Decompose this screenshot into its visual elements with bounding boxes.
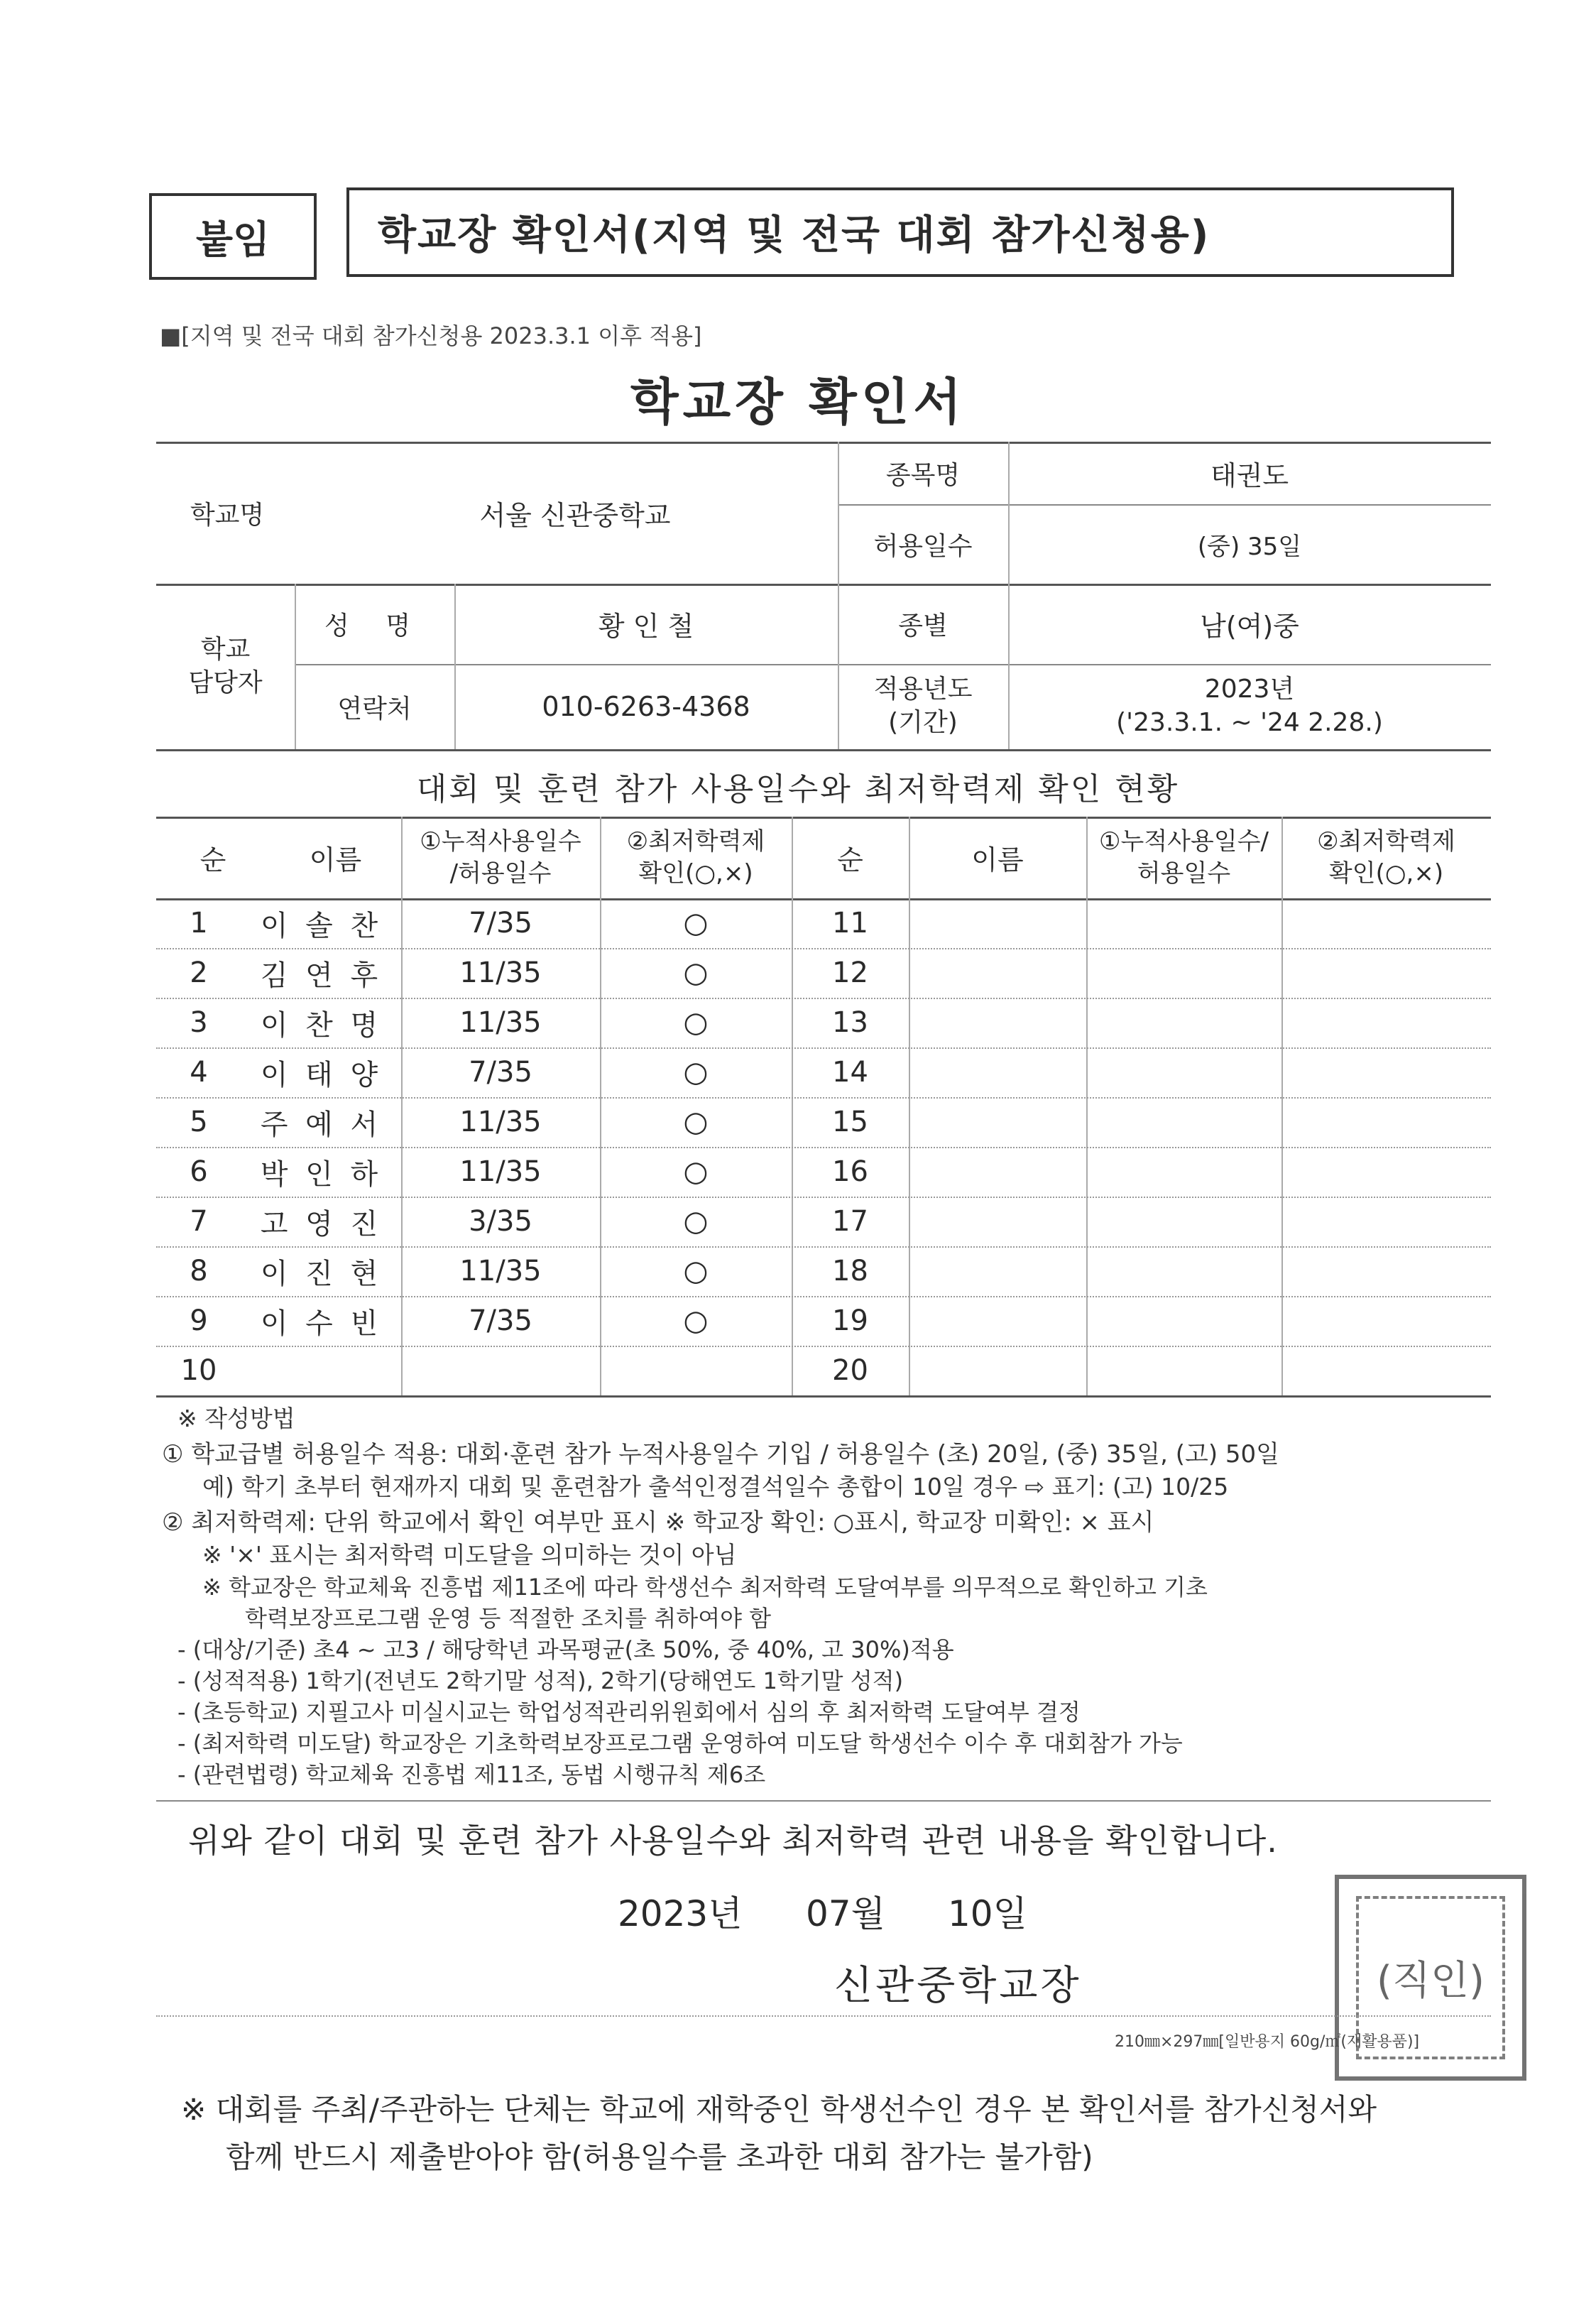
row-3-check: ○: [683, 1006, 709, 1039]
sport-label: 종목명: [885, 460, 961, 490]
row-2-no: 2: [190, 957, 208, 989]
row-4-name: 이 태 양: [260, 1058, 383, 1091]
row-3-no: 3: [190, 1006, 208, 1039]
col-no-header-right: 순: [837, 844, 863, 876]
row-10-check: [600, 1346, 792, 1395]
row-19-no: 19: [832, 1304, 868, 1337]
usage-note: ■[지역 및 전국 대회 참가신청용 2023.3.1 이후 적용]: [160, 322, 702, 349]
row-10-no: 10: [180, 1354, 217, 1387]
row-6-check: ○: [683, 1155, 709, 1188]
staff-name-label: 성 명: [324, 611, 425, 641]
row-20-no: 20: [832, 1354, 868, 1387]
row-5-check: ○: [683, 1106, 709, 1138]
date-year: 2023년: [618, 1893, 743, 1934]
note-detail-4: - (최저학력 미도달) 학교장은 기초학력보장프로그램 운영하여 미도달 학생선수 이수 후 대회참가 가능: [177, 1730, 1183, 1757]
row-2-name: 김 연 후: [260, 959, 383, 992]
row-3-used: 11/35: [459, 1006, 542, 1039]
note-detail-2: - (성적적용) 1학기(전년도 2학기말 성적), 2학기(당해연도 1학기말 성적): [177, 1667, 904, 1694]
note-1-example: 예) 학기 초부터 현재까지 대회 및 훈련참가 출석인정결석일수 총합이 10일 경우 ⇨ 표기: (고) 10/25: [202, 1473, 1229, 1500]
col-acad-header: ②최저학력제 확인(○,×): [626, 827, 765, 888]
row-11-no: 11: [832, 907, 868, 939]
row-12-no: 12: [832, 957, 868, 989]
row-6-used: 11/35: [459, 1155, 542, 1188]
note-2: ② 최저학력제: 단위 학교에서 확인 여부만 표시 ※ 학교장 확인: ○표시, 학교장 미확인: × 표시: [162, 1508, 1154, 1537]
row-2-check: ○: [683, 957, 709, 989]
row-7-no: 7: [190, 1205, 208, 1238]
note-detail-5: - (관련법령) 학교체육 진흥법 제11조, 동법 시행규칙 제6조: [177, 1761, 766, 1788]
row-13-no: 13: [832, 1006, 868, 1039]
seal-text: (직인): [1377, 1958, 1485, 2004]
note-detail-3: - (초등학교) 지필고사 미실시교는 학업성적관리위원회에서 심의 후 최저학력 도달여부 결정: [177, 1699, 1081, 1726]
row-14-no: 14: [832, 1056, 868, 1089]
date-month: 07월: [806, 1893, 885, 1934]
signer: 신관중학교장: [834, 1963, 1082, 2009]
gender-label: 종별: [898, 611, 948, 641]
row-8-no: 8: [190, 1255, 208, 1287]
col-name-header-right: 이름: [971, 844, 1024, 876]
staff-name-value: 황 인 철: [598, 611, 694, 642]
row-6-name: 박 인 하: [260, 1158, 383, 1191]
note-2b: ※ 학교장은 학교체육 진흥법 제11조에 따라 학생선수 최저학력 도달여부를 의무적으로 확인하고 기초: [202, 1574, 1208, 1601]
row-17-no: 17: [832, 1205, 868, 1238]
staff-label: 학교 담당자: [188, 634, 263, 697]
row-8-check: ○: [683, 1255, 709, 1287]
row-9-name: 이 수 빈: [260, 1307, 383, 1340]
row-2-used: 11/35: [459, 957, 542, 989]
row-5-no: 5: [190, 1106, 208, 1138]
paper-size-note: 210㎜×297㎜[일반용지 60g/㎡(재활용품)]: [1115, 2033, 1420, 2051]
row-7-check: ○: [683, 1205, 709, 1238]
row-6-no: 6: [190, 1155, 208, 1188]
row-9-check: ○: [683, 1304, 709, 1337]
row-1-used: 7/35: [469, 907, 532, 939]
school-name-label: 학교명: [190, 500, 265, 530]
row-15-no: 15: [832, 1106, 868, 1138]
note-detail-1: - (대상/기준) 초4 ~ 고3 / 해당학년 과목평균(초 50%, 중 40%, 고 30%)적용: [177, 1636, 954, 1663]
header-title: 학교장 확인서(지역 및 전국 대회 참가신청용): [378, 212, 1210, 258]
contact-value: 010-6263-4368: [542, 691, 750, 722]
confirm-text: 위와 같이 대회 및 훈련 참가 사용일수와 최저학력 관련 내용을 확인합니다.: [188, 1821, 1278, 1860]
row-9-used: 7/35: [469, 1304, 532, 1337]
row-7-used: 3/35: [469, 1205, 532, 1238]
row-16-no: 16: [832, 1155, 868, 1188]
row-9-no: 9: [190, 1304, 208, 1337]
gender-value: 남(여)중: [1200, 611, 1299, 642]
allowed-days-value: (중) 35일: [1197, 532, 1302, 561]
page-title: 학교장 확인서: [630, 373, 966, 431]
row-4-check: ○: [683, 1056, 709, 1089]
row-1-check: ○: [683, 907, 709, 939]
col-acad-header-right: ②최저학력제 확인(○,×): [1317, 827, 1455, 888]
row-4-no: 4: [190, 1056, 208, 1089]
row-8-name: 이 진 현: [260, 1257, 383, 1290]
year-value: 2023년 ('23.3.1. ~ '24 2.28.): [1116, 675, 1383, 737]
year-label: 적용년도 (기간): [873, 675, 973, 737]
row-1-no: 1: [190, 907, 208, 939]
col-no-header: 순: [200, 844, 226, 876]
row-8-used: 11/35: [459, 1255, 542, 1287]
row-3-name: 이 찬 명: [260, 1008, 383, 1042]
col-name-header: 이름: [309, 844, 362, 876]
col-used-header-right: ①누적사용일수/ 허용일수: [1099, 827, 1269, 888]
attachment-tag: [149, 193, 317, 280]
note-2c: 학력보장프로그램 운영 등 적절한 조치를 취하여야 함: [245, 1605, 772, 1632]
row-5-name: 주 예 서: [260, 1108, 383, 1141]
notes-heading: ※ 작성방법: [177, 1405, 295, 1432]
header-title-box: [346, 187, 1454, 277]
footer-notice-line2: 함께 반드시 제출받아야 함(허용일수를 초과한 대회 참가는 불가함): [226, 2140, 1093, 2174]
allowed-days-label: 허용일수: [873, 531, 973, 561]
row-18-no: 18: [832, 1255, 868, 1287]
note-2a: ※ '×' 표시는 최저학력 미도달을 의미하는 것이 아님: [202, 1541, 737, 1569]
contact-label: 연락처: [337, 694, 412, 724]
row-1-name: 이 솔 찬: [260, 909, 383, 942]
row-10-used: [401, 1346, 600, 1395]
row-7-name: 고 영 진: [260, 1207, 383, 1241]
school-name-value: 서울 신관중학교: [479, 499, 671, 531]
attachment-tag-text: 붙임: [195, 217, 270, 262]
date-day: 10일: [948, 1893, 1027, 1934]
row-5-used: 11/35: [459, 1106, 542, 1138]
section-title: 대회 및 훈련 참가 사용일수와 최저학력제 확인 현황: [416, 771, 1180, 807]
row-4-used: 7/35: [469, 1056, 532, 1089]
footer-notice-line1: ※ 대회를 주최/주관하는 단체는 학교에 재학중인 학생선수인 경우 본 확인서를 참가신청서와: [181, 2092, 1377, 2127]
row-10-name: [241, 1346, 401, 1395]
col-used-header: ①누적사용일수 /허용일수: [420, 827, 581, 888]
sport-value: 태권도: [1210, 459, 1289, 491]
note-1: ① 학교급별 허용일수 적용: 대회·훈련 참가 누적사용일수 기입 / 허용일수 (초) 20일, (중) 35일, (고) 50일: [162, 1440, 1279, 1469]
